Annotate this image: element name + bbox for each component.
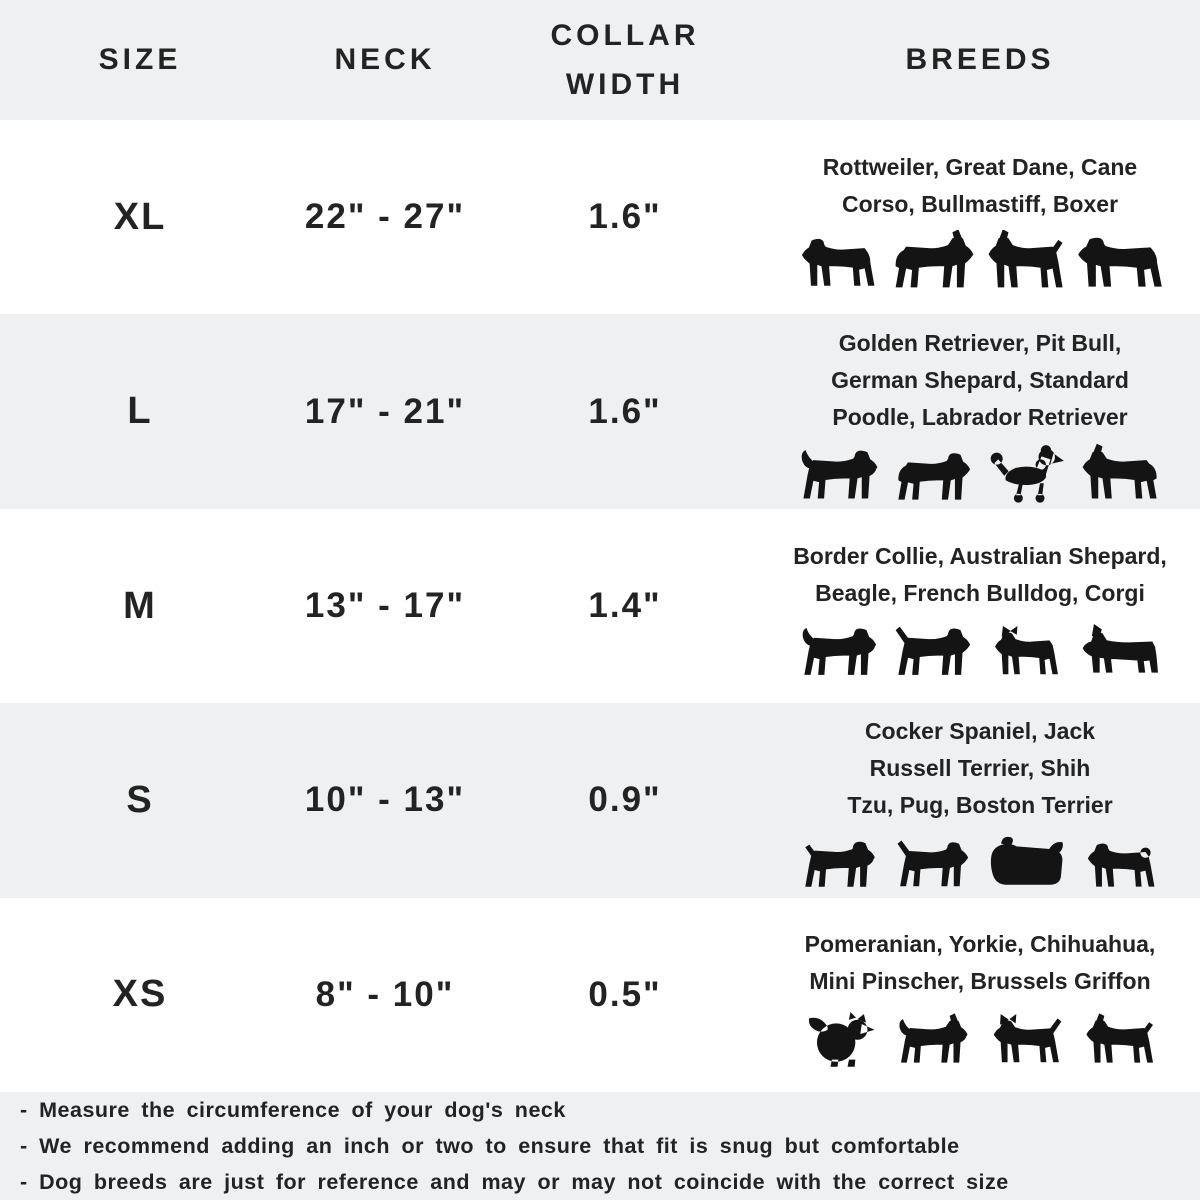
- corgi-icon: [1076, 619, 1166, 683]
- breeds-label: Cocker Spaniel, Jack Russell Terrier, Shih Tzu, Pug, Boston Terrier: [847, 718, 1113, 819]
- table-row-l: [0, 314, 1200, 508]
- beagle-icon: [888, 619, 978, 683]
- table-header-row: [0, 0, 1200, 120]
- collar-width-value: 1.6": [588, 197, 662, 237]
- dog-silhouettes: [794, 619, 1166, 683]
- collar-width-value: 0.5": [588, 974, 662, 1014]
- column-header-size: SIZE: [98, 43, 182, 77]
- pug-icon: [1076, 831, 1166, 895]
- size-value: XL: [113, 195, 167, 238]
- footer-notes: [0, 1092, 1200, 1200]
- collar-width-value: 1.4": [588, 586, 662, 626]
- dog-silhouettes: [794, 443, 1166, 507]
- table-row-s: [0, 703, 1200, 897]
- breeds-label: Golden Retriever, Pit Bull, German Shepard, Standard Poodle, Labrador Retriever: [831, 329, 1129, 430]
- shih-tzu-icon: [982, 831, 1072, 895]
- size-value: S: [126, 778, 154, 821]
- cocker-spaniel-icon: [794, 831, 884, 895]
- table-row-xl: [0, 120, 1200, 314]
- golden-retriever-icon: [794, 443, 884, 507]
- size-value: L: [127, 390, 153, 433]
- yorkie-icon: [888, 1007, 978, 1071]
- breeds-label: Rottweiler, Great Dane, Cane Corso, Bullmastiff, Boxer: [822, 153, 1138, 217]
- pomeranian-icon: [794, 1007, 884, 1071]
- dog-silhouettes: [794, 1007, 1166, 1071]
- breeds-cell: [760, 703, 1200, 897]
- dog-silhouettes: [794, 230, 1166, 294]
- column-header-breeds: BREEDS: [905, 43, 1055, 77]
- pit-bull-icon: [888, 443, 978, 507]
- size-value: XS: [112, 973, 168, 1016]
- neck-value: 17" - 21": [304, 391, 466, 431]
- size-value: M: [123, 584, 157, 627]
- breeds-cell: [760, 314, 1200, 508]
- min-pin-icon: [1076, 1007, 1166, 1071]
- note-line: - Measure the circumference of your dog's neck: [20, 1098, 566, 1123]
- neck-value: 13" - 17": [304, 586, 466, 626]
- collar-width-value: 0.9": [588, 780, 662, 820]
- german-shepard-icon: [1076, 443, 1166, 507]
- breeds-label: Border Collie, Australian Shepard, Beagle, French Bulldog, Corgi: [793, 542, 1167, 606]
- bullmastiff-icon: [1076, 230, 1166, 294]
- great-dane-icon: [888, 230, 978, 294]
- neck-value: 10" - 13": [304, 780, 466, 820]
- poodle-icon: [982, 443, 1072, 507]
- cane-corso-icon: [982, 230, 1072, 294]
- table-row-m: [0, 509, 1200, 703]
- jack-russell-icon: [888, 831, 978, 895]
- breeds-cell: [760, 898, 1200, 1092]
- breeds-cell: [760, 120, 1200, 314]
- note-line: - We recommend adding an inch or two to ensure that fit is snug but comfortable: [20, 1134, 960, 1159]
- note-line: - Dog breeds are just for reference and may or may not coincide with the correct size: [20, 1170, 1009, 1195]
- neck-value: 22" - 27": [304, 197, 466, 237]
- border-collie-icon: [794, 619, 884, 683]
- neck-value: 8" - 10": [315, 974, 455, 1014]
- breeds-cell: [760, 509, 1200, 703]
- french-bulldog-icon: [982, 619, 1072, 683]
- chihuahua-icon: [982, 1007, 1072, 1071]
- breeds-label: Pomeranian, Yorkie, Chihuahua, Mini Pinscher, Brussels Griffon: [804, 931, 1156, 995]
- column-header-collar-width: COLLAR WIDTH: [550, 18, 700, 101]
- rottweiler-icon: [794, 230, 884, 294]
- table-row-xs: [0, 898, 1200, 1092]
- dog-silhouettes: [794, 831, 1166, 895]
- column-header-neck: NECK: [334, 43, 436, 77]
- collar-width-value: 1.6": [588, 391, 662, 431]
